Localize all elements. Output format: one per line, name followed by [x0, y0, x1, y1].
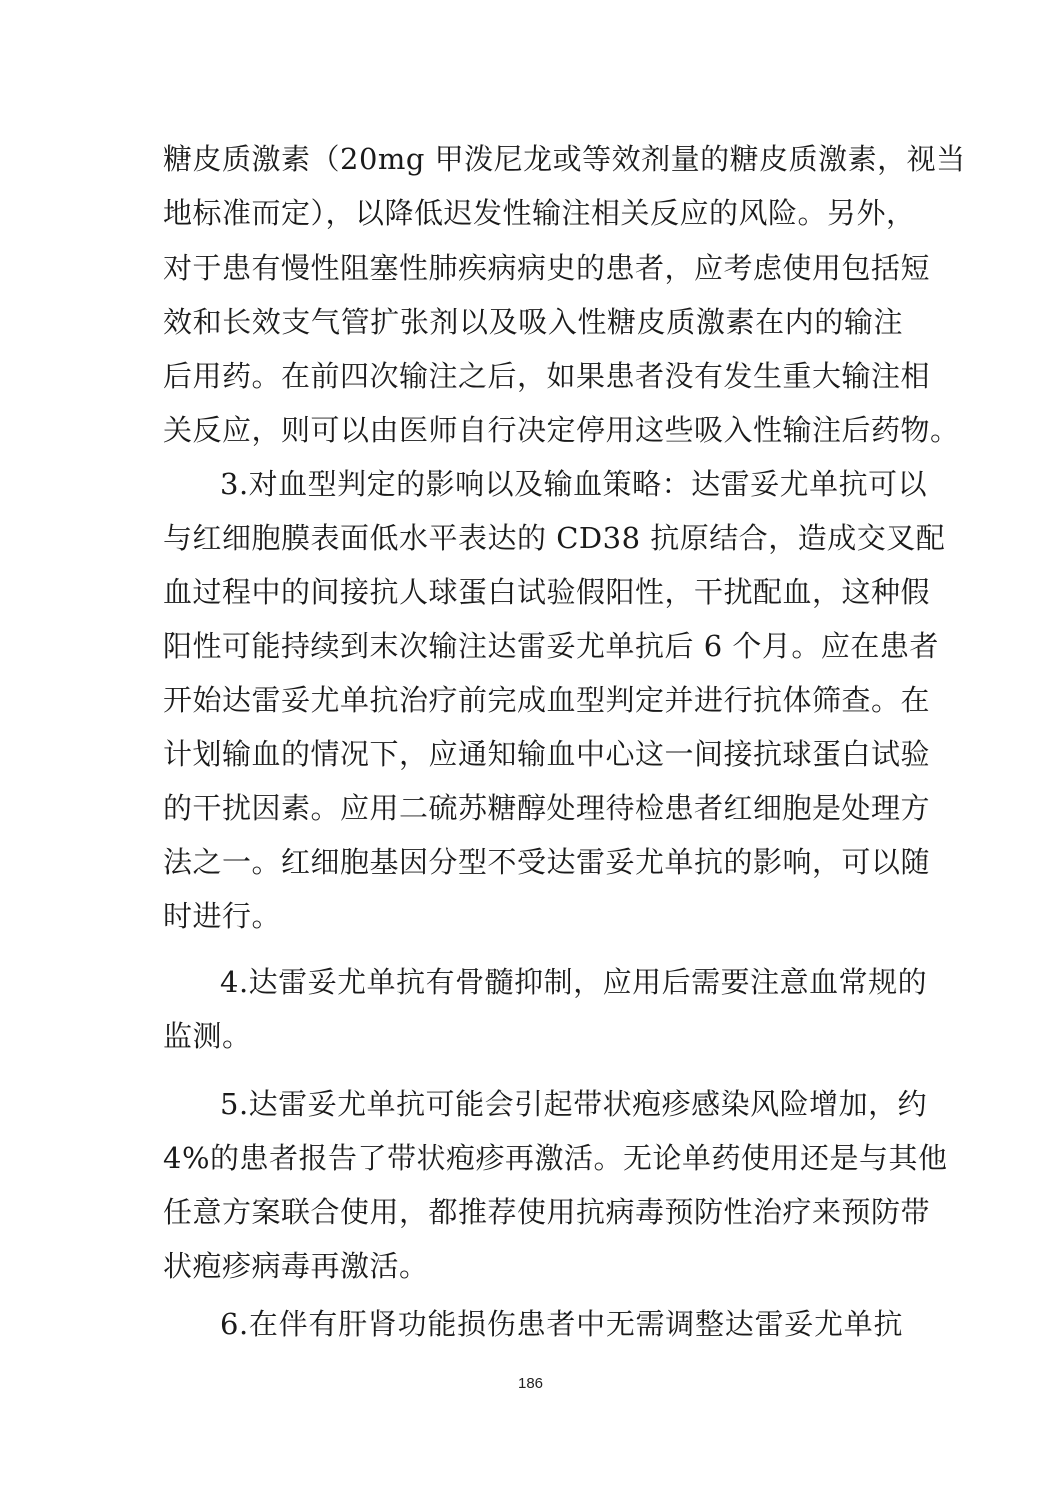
text-line: 开始达雷妥尤单抗治疗前完成血型判定并进行抗体筛查。在	[163, 683, 931, 717]
text-line: 状疱疹病毒再激活。	[163, 1249, 429, 1283]
page-number: 186	[517, 1375, 544, 1392]
text-line: 的干扰因素。应用二硫苏糖醇处理待检患者红细胞是处理方	[163, 791, 931, 825]
text-line: 6.在伴有肝肾功能损伤患者中无需调整达雷妥尤单抗	[220, 1307, 903, 1341]
text-line: 监测。	[163, 1019, 252, 1053]
text-line: 4%的患者报告了带状疱疹再激活。无论单药使用还是与其他	[163, 1141, 948, 1175]
text-line: 后用药。在前四次输注之后，如果患者没有发生重大输注相	[163, 359, 931, 393]
text-line: 计划输血的情况下，应通知输血中心这一间接抗球蛋白试验	[163, 737, 931, 771]
text-line: 法之一。红细胞基因分型不受达雷妥尤单抗的影响，可以随	[163, 845, 931, 879]
text-line: 与红细胞膜表面低水平表达的 CD38 抗原结合，造成交叉配	[163, 521, 946, 555]
text-line: 5.达雷妥尤单抗可能会引起带状疱疹感染风险增加，约	[220, 1087, 928, 1121]
text-line: 4.达雷妥尤单抗有骨髓抑制，应用后需要注意血常规的	[220, 965, 928, 999]
text-line: 对于患有慢性阻塞性肺疾病病史的患者，应考虑使用包括短	[163, 251, 931, 285]
text-line: 时进行。	[163, 899, 282, 933]
text-line: 血过程中的间接抗人球蛋白试验假阳性，干扰配血，这种假	[163, 575, 931, 609]
text-line: 3.对血型判定的影响以及输血策略：达雷妥尤单抗可以	[220, 467, 928, 501]
text-line: 关反应，则可以由医师自行决定停用这些吸入性输注后药物。	[163, 413, 960, 447]
text-line: 任意方案联合使用，都推荐使用抗病毒预防性治疗来预防带	[163, 1195, 931, 1229]
text-line: 阳性可能持续到末次输注达雷妥尤单抗后 6 个月。应在患者	[163, 629, 939, 663]
text-line: 糖皮质激素（20mg 甲泼尼龙或等效剂量的糖皮质激素，视当	[163, 142, 966, 176]
text-line: 地标准而定），以降低迟发性输注相关反应的风险。另外，	[163, 196, 916, 230]
text-line: 效和长效支气管扩张剂以及吸入性糖皮质激素在内的输注	[163, 305, 903, 339]
